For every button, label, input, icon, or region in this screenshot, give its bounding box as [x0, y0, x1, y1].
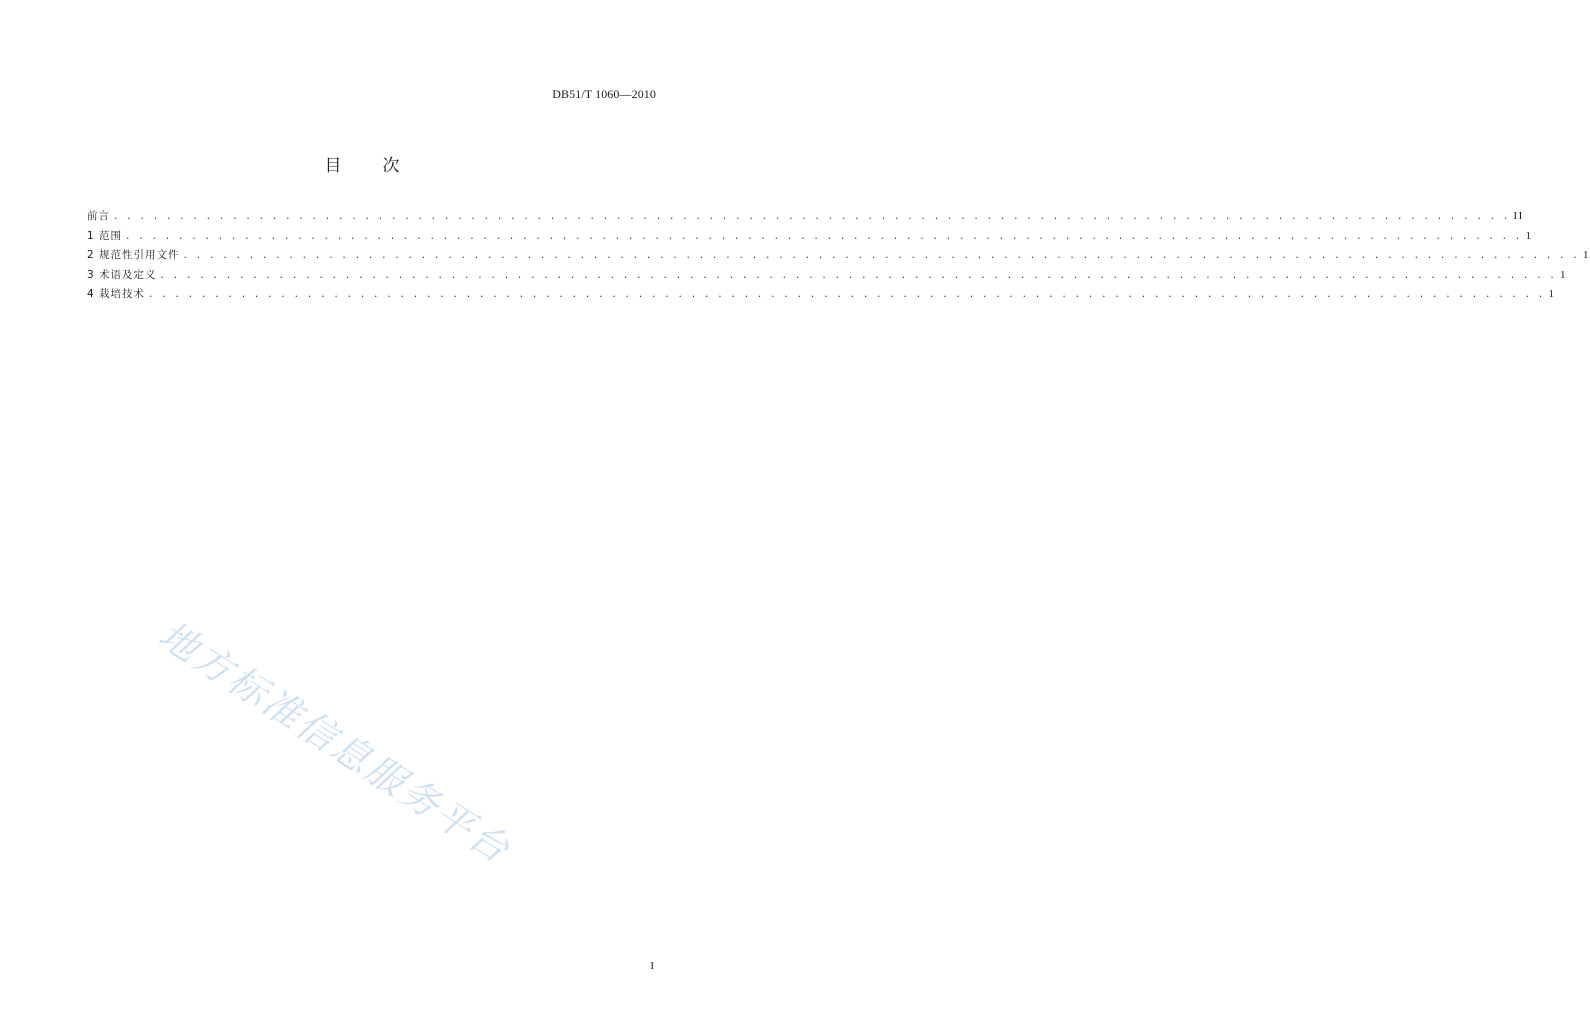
toc-dot-leader: . . . . . . . . . . . . . . . . . . . . . . . . . . . . . . . . . . . . . . . . . . . . . . . . . . . . . . . . . . . . . . . . . . . . . . . . . . . . . . . . . . . . . . . . . . . . . . . . . . . . . . . . . .: [125, 231, 1522, 242]
watermark: 地方标准信息服务平台: [151, 612, 519, 873]
page-title: [0, 151, 724, 176]
toc-entry-label: 1 范围: [87, 229, 123, 242]
toc-entry-label: 4 栽培技术: [87, 288, 146, 300]
toc-entry-scope[interactable]: [87, 228, 1533, 248]
toc-dot-leader: . . . . . . . . . . . . . . . . . . . . . . . . . . . . . . . . . . . . . . . . . . . . . . . . . . . . . . . . . . . . . . . . . . . . . . . . . . . . . . . . . . . . . . . . . . . . . . . . . . . . . . . . . .: [159, 270, 1557, 281]
toc-entry-page: 1: [1560, 268, 1568, 281]
toc-entry-page: 1: [1525, 229, 1533, 242]
toc-entry-page: 1: [1548, 288, 1556, 300]
page-title-char-2: 次: [382, 156, 400, 176]
toc-entry-foreword[interactable]: [87, 208, 1524, 228]
table-of-contents: [87, 208, 1590, 306]
toc-entry-page: II: [1513, 210, 1524, 222]
toc-dot-leader: . . . . . . . . . . . . . . . . . . . . . . . . . . . . . . . . . . . . . . . . . . . . . . . . . . . . . . . . . . . . . . . . . . . . . . . . . . . . . . . . . . . . . . . . . . . . . . . . . . . . . . . . . .: [113, 212, 1510, 222]
toc-entry-label: 3 术语及定义: [87, 268, 157, 281]
document-code: DB51/T 1060—2010: [552, 87, 656, 101]
toc-entry-label: 前言: [87, 210, 110, 222]
toc-entry-cultivation-techniques[interactable]: [87, 286, 1556, 306]
toc-dot-leader: . . . . . . . . . . . . . . . . . . . . . . . . . . . . . . . . . . . . . . . . . . . . . . . . . . . . . . . . . . . . . . . . . . . . . . . . . . . . . . . . . . . . . . . . . . . . . . . . . . . . . . . . . .: [182, 251, 1580, 261]
page-number: I: [650, 960, 654, 972]
toc-entry-page: 1: [1583, 249, 1590, 261]
page-title-char-1: 目: [324, 156, 342, 176]
toc-entry-label: 2 规范性引用文件: [87, 249, 180, 261]
toc-entry-normative-references[interactable]: [87, 247, 1590, 267]
toc-entry-terms-definitions[interactable]: [87, 267, 1568, 287]
toc-dot-leader: . . . . . . . . . . . . . . . . . . . . . . . . . . . . . . . . . . . . . . . . . . . . . . . . . . . . . . . . . . . . . . . . . . . . . . . . . . . . . . . . . . . . . . . . . . . . . . . . . . . . . . . . . .: [148, 290, 1545, 300]
